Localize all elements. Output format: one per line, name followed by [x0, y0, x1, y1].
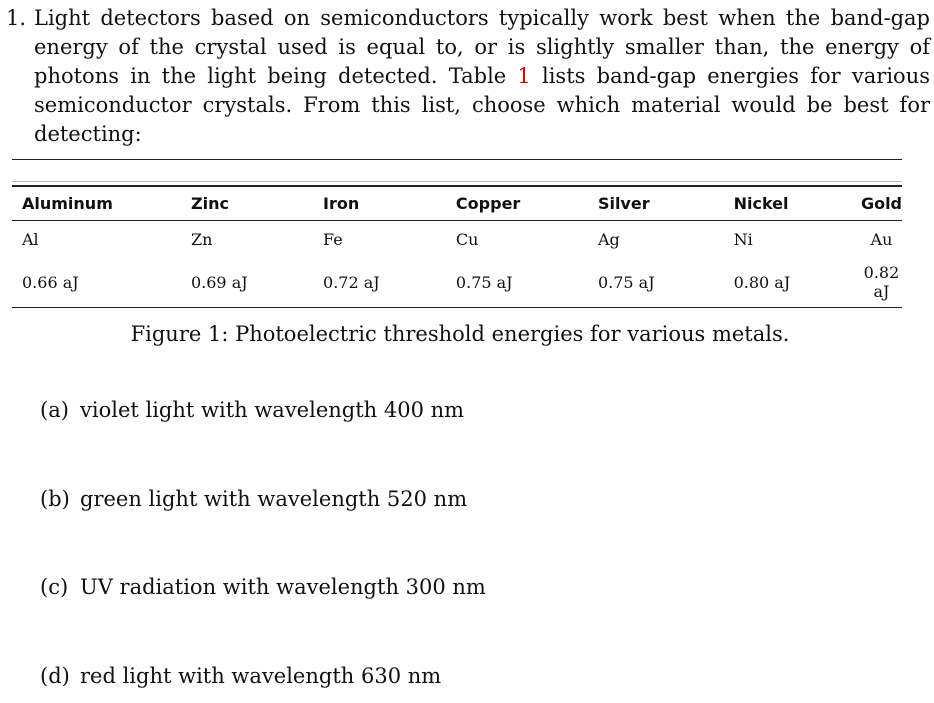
part-label: (d) [40, 664, 70, 688]
table-reference-link[interactable]: 1 [517, 64, 531, 88]
part-label: (b) [40, 487, 70, 511]
header-cell: Nickel [724, 186, 851, 221]
part-a [40, 398, 464, 422]
header-cell: Zinc [181, 186, 313, 221]
problem-text-after: lists band-gap energies for various semiconductor crystals. From this list, choose which material would be best for detecting: [34, 64, 930, 146]
part-label: (c) [40, 575, 69, 599]
figure-caption: Figure 1: Photoelectric threshold energies for various metals. [130, 322, 790, 346]
table-row-energies [12, 257, 902, 308]
symbol-cell: Ni [733, 229, 753, 249]
problem-number: 1. [6, 6, 27, 30]
energy-cell: 0.75 aJ [446, 257, 588, 308]
energy-cell: 0.69 aJ [181, 257, 313, 308]
part-text: red light with wavelength 630 nm [80, 664, 442, 688]
problem-text [34, 4, 930, 149]
part-text: green light with wavelength 520 nm [80, 487, 468, 511]
part-label: (a) [40, 398, 69, 422]
energy-cell: 0.72 aJ [313, 257, 446, 308]
part-text: violet light with wavelength 400 nm [80, 398, 465, 422]
energy-cell: 0.82 aJ [851, 257, 902, 308]
table-rule-top [12, 159, 902, 160]
table-header-row [12, 186, 902, 221]
symbol-cell: Zn [190, 229, 213, 249]
header-cell: Silver [588, 186, 724, 221]
header-cell: Iron [313, 186, 446, 221]
table-row-symbols [12, 221, 902, 258]
symbol-cell: Fe [323, 229, 343, 249]
energy-cell: 0.80 aJ [724, 257, 851, 308]
part-text: UV radiation with wavelength 300 nm [80, 575, 486, 599]
part-d [40, 664, 441, 688]
symbol-cell: Al [22, 229, 39, 249]
symbol-cell: Ag [597, 229, 620, 249]
symbol-cell: Au [870, 229, 893, 249]
table-rule-light [12, 181, 902, 182]
energy-cell: 0.75 aJ [588, 257, 724, 308]
header-cell: Gold [851, 186, 902, 221]
header-cell: Aluminum [12, 186, 181, 221]
symbol-cell: Cu [455, 229, 479, 249]
energy-cell: 0.66 aJ [12, 257, 181, 308]
problem-statement [6, 4, 930, 149]
header-cell: Copper [446, 186, 588, 221]
threshold-energy-table [12, 185, 902, 308]
problem-text-before: Light detectors based on semiconductors typically work best when the band-gap energy of the crystal used is equal to, or is slightly smaller than, the energy of photons in the light being detected. Table [34, 6, 930, 88]
part-c [40, 575, 486, 599]
part-b [40, 487, 467, 511]
